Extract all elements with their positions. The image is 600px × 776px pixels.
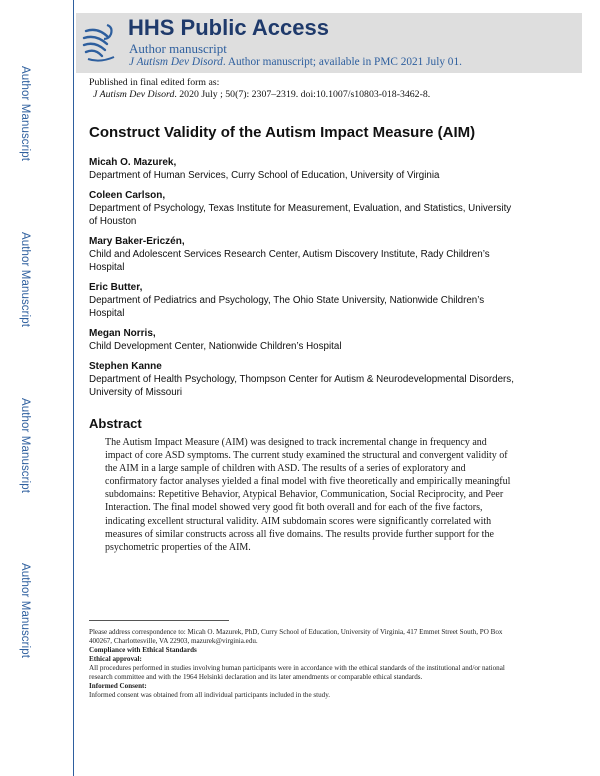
author-entry: [89, 281, 519, 320]
journal-name: J Autism Dev Disord: [93, 89, 175, 100]
sidebar-rule: [73, 0, 74, 776]
author-name: Megan Norris,: [89, 328, 156, 339]
author-entry: [89, 189, 519, 228]
header-availability: J Autism Dev Disord. Author manuscript; available in PMC 2021 July 01.: [129, 56, 462, 68]
publication-citation: J Autism Dev Disord. 2020 July ; 50(7): 2307–2319. doi:10.1007/s10803-018-3462-8.: [93, 89, 431, 100]
author-entry: [89, 235, 519, 274]
author-entry: [89, 156, 519, 182]
footnote-divider: [89, 620, 229, 621]
author-affiliation: Department of Human Services, Curry School of Education, University of Virginia: [89, 170, 440, 181]
author-affiliation: Child Development Center, Nationwide Children’s Hospital: [89, 341, 342, 352]
author-name: Micah O. Mazurek,: [89, 157, 177, 168]
informed-consent-heading: Informed Consent:: [89, 682, 147, 690]
correspondence-note: Please address correspondence to: Micah O. Mazurek, PhD, Curry School of Education, University of Virginia, 417 Emmet Street South, PO Box 400267, Charlottesville, VA 22903, mazurek@virginia.edu.: [89, 628, 503, 645]
hhs-eagle-logo-icon: [80, 17, 120, 67]
header-title: HHS Public Access: [128, 15, 329, 40]
author-name: Coleen Carlson,: [89, 190, 166, 201]
ethical-approval-text: All procedures performed in studies involving human participants were in accordance with the ethical standards of the institutional and/or national research committee and with the 1964 Helsinki declaration and its later amendments or comparable ethical standards.: [89, 664, 505, 681]
author-entry: [89, 327, 519, 353]
footnotes: [89, 628, 509, 700]
author-affiliation: Department of Psychology, Texas Institute for Measurement, Evaluation, and Statistics, University of Houston: [89, 203, 512, 227]
author-name: Mary Baker-Ericzén,: [89, 236, 185, 247]
author-entry: [89, 360, 519, 399]
abstract-heading: Abstract: [89, 416, 142, 431]
author-name: Eric Butter,: [89, 282, 143, 293]
author-affiliation: Child and Adolescent Services Research Center, Autism Discovery Institute, Rady Children’s Hospital: [89, 249, 490, 273]
abstract-text: The Autism Impact Measure (AIM) was designed to track incremental change in frequency and impact of core ASD symptoms. The current study examined the structural and convergent validity of the AIM in a large sample of children with ASD. The results of a series of exploratory and confirmatory factor analyses yielded a final model with five theoretically and empirically meaningful subdomains: Repetitive Behavior, Atypical Behavior, Communication, Social Reciprocity, and Peer Interaction. The final model showed very good fit both overall and for each of the five factors, indicating excellent structural validity. AIM subdomain scores were significantly correlated with measures of similar constructs across all five domains. The results provide further support for the psychometric properties of the AIM.: [105, 437, 511, 553]
author-list: [89, 156, 519, 406]
author-affiliation: Department of Health Psychology, Thompson Center for Autism & Neurodevelopmental Disorders, University of Missouri: [89, 374, 514, 398]
informed-consent-text: Informed consent was obtained from all individual participants included in the study.: [89, 691, 331, 699]
header-subtitle: Author manuscript: [129, 41, 227, 56]
author-affiliation: Department of Pediatrics and Psychology, The Ohio State University, Nationwide Children’s Hospital: [89, 295, 485, 319]
compliance-heading: Compliance with Ethical Standards: [89, 646, 197, 654]
publication-note: Published in final edited form as:: [89, 77, 220, 88]
journal-name: J Autism Dev Disord: [129, 56, 223, 68]
paper-title: Construct Validity of the Autism Impact Measure (AIM): [89, 124, 476, 141]
author-name: Stephen Kanne: [89, 361, 162, 372]
ethical-approval-heading: Ethical approval:: [89, 655, 142, 663]
